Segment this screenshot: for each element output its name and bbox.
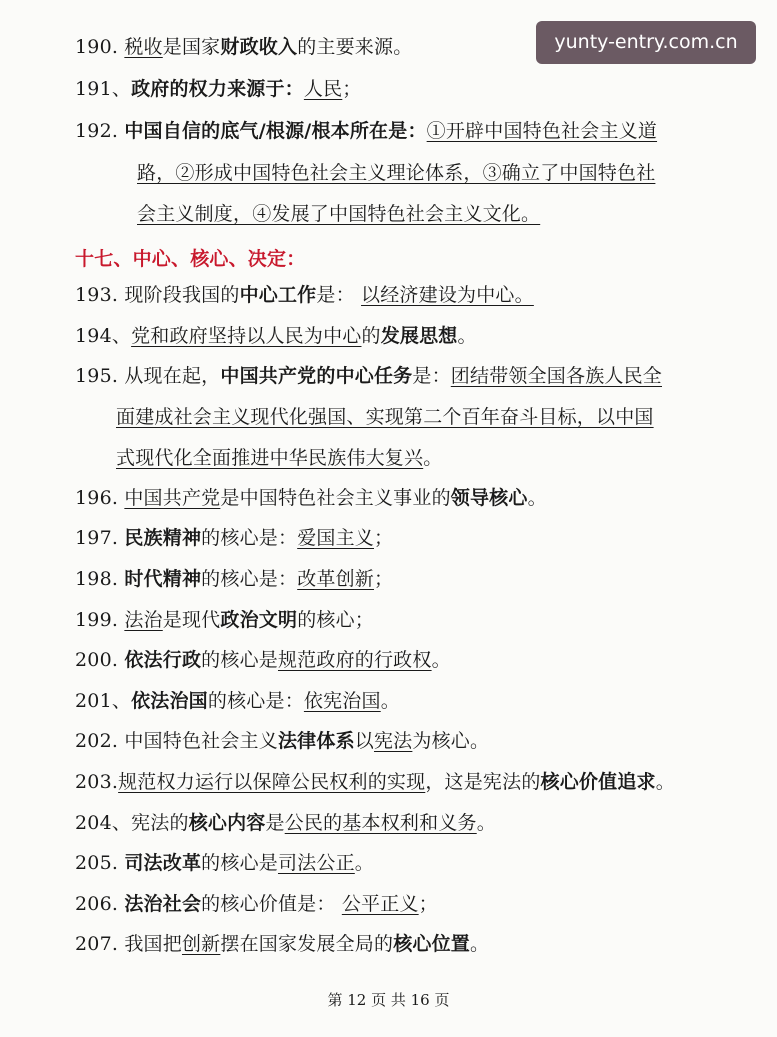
list-item-196: 196. 中国共产党是中国特色社会主义事业的领导核心。 — [75, 487, 547, 509]
list-item-192-cont-1: 路，②形成中国特色社会主义理论体系，③确立了中国特色社 — [137, 162, 656, 184]
list-item-194: 194、党和政府坚持以人民为中心的发展思想。 — [75, 325, 477, 347]
list-item-201: 201、依法治国的核心是：依宪治国。 — [75, 690, 400, 712]
watermark-badge: yunty-entry.com.cn — [536, 21, 756, 64]
list-item-192: 192. 中国自信的底气/根源/根本所在是：①开辟中国特色社会主义道 — [75, 120, 658, 142]
list-item-199: 199. 法治是现代政治文明的核心； — [75, 609, 374, 631]
page-footer: 第 12 页 共 16 页 — [327, 991, 450, 1009]
list-item-195-cont-2: 式现代化全面推进中华民族伟大复兴。 — [116, 447, 443, 469]
list-item-193: 193. 现阶段我国的中心工作是： 以经济建设为中心。 — [75, 284, 534, 306]
list-item-197: 197. 民族精神的核心是：爱国主义； — [75, 527, 394, 549]
list-item-202: 202. 中国特色社会主义法律体系以宪法为核心。 — [75, 730, 490, 752]
list-item-195-cont-1: 面建成社会主义现代化强国、实现第二个百年奋斗目标，以中国 — [116, 406, 654, 428]
list-item-198: 198. 时代精神的核心是：改革创新； — [75, 568, 394, 590]
list-item-191: 191、政府的权力来源于：人民； — [75, 78, 362, 100]
list-item-205: 205. 司法改革的核心是司法公正。 — [75, 852, 374, 874]
list-item-207: 207. 我国把创新摆在国家发展全局的核心位置。 — [75, 933, 490, 955]
list-item-190: 190. 税收是国家财政收入的主要来源。 — [75, 36, 413, 58]
list-item-204: 204、宪法的核心内容是公民的基本权利和义务。 — [75, 812, 496, 834]
section-heading: 十七、中心、核心、决定： — [75, 248, 306, 270]
list-item-200: 200. 依法行政的核心是规范政府的行政权。 — [75, 649, 451, 671]
list-item-206: 206. 法治社会的核心价值是： 公平正义； — [75, 893, 438, 915]
list-item-192-cont-2: 会主义制度，④发展了中国特色社会主义文化。 — [137, 203, 541, 225]
list-item-195: 195. 从现在起，中国共产党的中心任务是：团结带领全国各族人民全 — [75, 365, 662, 387]
list-item-203: 203.规范权力运行以保障公民权利的实现，这是宪法的核心价值追求。 — [75, 771, 675, 793]
